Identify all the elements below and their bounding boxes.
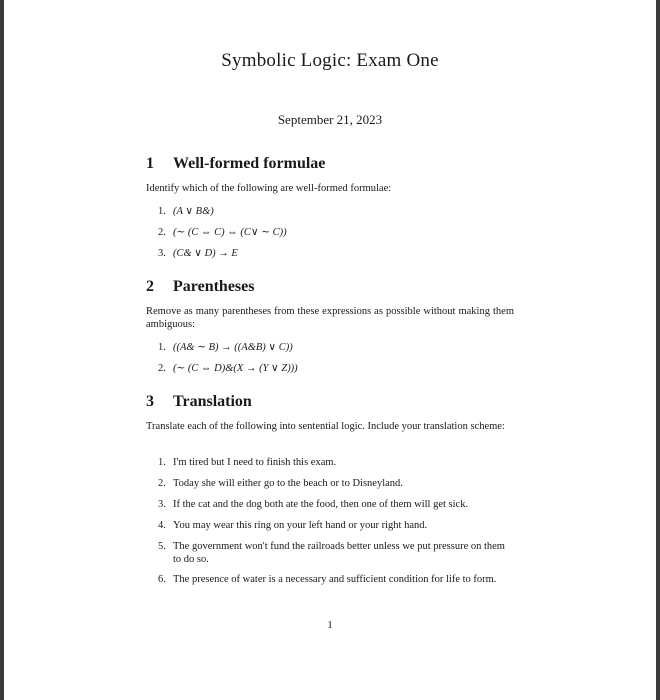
section-title: Translation <box>173 393 252 410</box>
section-intro: Identify which of the following are well-formed formulae: <box>146 183 392 194</box>
item-text: The government won't fund the railroads better unless we put pressure on them to do so. <box>173 541 505 565</box>
item-number: 3. <box>158 499 166 510</box>
section-title: Well-formed formulae <box>173 155 326 172</box>
item-text: I'm tired but I need to finish this exam. <box>173 457 337 468</box>
list-item <box>158 499 514 512</box>
section-heading <box>146 278 254 296</box>
item-number: 3. <box>158 248 166 259</box>
section-intro: Translate each of the following into sentential logic. Include your translation scheme: <box>146 421 505 432</box>
list-item <box>158 541 514 566</box>
item-number: 1. <box>158 206 166 217</box>
formula: ((A& ∼ B) → ((A&B) ∨ C)) <box>173 342 293 353</box>
section-intro: Remove as many parentheses from these expressions as possible without making them ambiguous: <box>146 306 514 330</box>
list-item <box>158 342 514 355</box>
item-number: 2. <box>158 227 166 238</box>
section-number: 2 <box>146 278 154 295</box>
item-number: 1. <box>158 457 166 468</box>
item-number: 2. <box>158 478 166 489</box>
item-number: 2. <box>158 363 166 374</box>
list-item <box>158 478 514 491</box>
list-item <box>158 248 514 261</box>
document-page <box>4 0 656 700</box>
formula: (A ∨ B&) <box>173 206 214 217</box>
formula: (C& ∨ D) → E <box>173 248 238 259</box>
section-title: Parentheses <box>173 278 255 295</box>
item-number: 6. <box>158 574 166 585</box>
section-number: 3 <box>146 393 154 410</box>
list-item <box>158 457 514 470</box>
list-item <box>158 206 514 219</box>
list-item <box>158 227 514 240</box>
item-number: 1. <box>158 342 166 353</box>
section-number: 1 <box>146 155 154 172</box>
list-item <box>158 520 514 533</box>
document-date: September 21, 2023 <box>277 112 383 127</box>
document-title: Symbolic Logic: Exam One <box>221 50 439 71</box>
list-item <box>158 574 514 587</box>
item-text: Today she will either go to the beach or to Disneyland. <box>173 478 403 489</box>
item-text: You may wear this ring on your left hand or your right hand. <box>173 520 428 531</box>
page-number: 1 <box>327 619 333 631</box>
item-number: 5. <box>158 541 166 552</box>
list-item <box>158 363 514 376</box>
section-heading <box>146 393 252 411</box>
item-text: If the cat and the dog both ate the food, then one of them will get sick. <box>173 499 469 510</box>
item-number: 4. <box>158 520 166 531</box>
formula: (∼ (C ⇔ D)&(X → (Y ∨ Z))) <box>173 363 298 374</box>
item-text: The presence of water is a necessary and sufficient condition for life to form. <box>173 574 497 585</box>
formula: (∼ (C ⇔ C) ⇔ (C∨ ∼ C)) <box>173 227 287 238</box>
section-heading <box>146 155 325 173</box>
